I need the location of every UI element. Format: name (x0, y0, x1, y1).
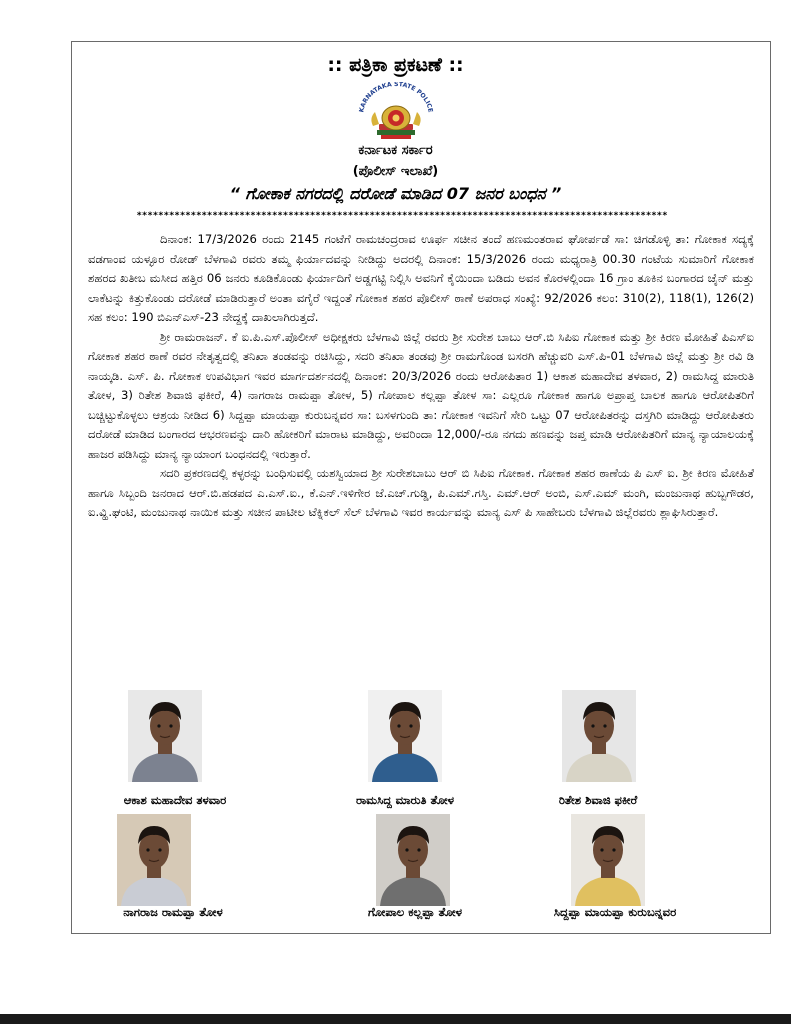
accused-name-4: ನಾಗರಾಜ ರಾಮಪ್ಪಾ ತೋಳ (123, 905, 223, 919)
department-name: (ಪೊಲೀಸ್ ಇಲಾಖೆ) (352, 164, 439, 179)
paragraph-complaint: ದಿನಾಂಕ: 17/3/2026 ರಂದು 2145 ಗಂಟೆಗೆ ರಾಮಚಂದ್ರರಾವ ಊರ್ಫ ಸಚೀನ ತಂದೆ ಹಣಮಂತರಾವ ಘೋರ್ಪಡೆ ಸಾ: ಚಿಗಡೊಳ್ಳಿ ತಾ: ಗೋಕಾಕ ಸದ್ಯಕ್ಕೆ ವಡಗಾಂವ ಯಳ್ಳೂರ ರೋಡ್ ಬೆಳಗಾವಿ ರವರು ತಮ್ಮ ಫಿರ್ಯಾದವನ್ನು ನೀಡಿದ್ದು ಅದರಲ್ಲಿ ದಿನಾಂಕ: 15/3/2026 ರಂದು ಮಧ್ಯರಾತ್ರಿ 00.30 ಗಂಟೆಯ ಸುಮಾರಿಗೆ ಗೋಕಾಕ ಶಹರದ ಖತೀಬ ಮಸೀದ ಹತ್ತಿರ 06 ಜನರು ಕೂಡಿಕೊಂಡು ಫಿರ್ಯಾದಿಗೆ ಅಡ್ಡಗಟ್ಟಿ ನಿಲ್ಲಿಸಿ ಅವನಿಗೆ ಕೈಯಿಂದಾ ಬಡಿದು ಅವನ ಕೊರಳಲ್ಲಿಂದಾ 16 ಗ್ರಾಂ ತೂಕಿನ ಬಂಗಾರದ ಚೈನ್ ಮತ್ತು ಲಾಕೆಟನ್ನು ಕಿತ್ತುಕೊಂಡು ದರೋಡೆ ಮಾಡಿರುತ್ತಾರೆ ಅಂತಾ ವಗೈರೆ ಇದ್ದಂತೆ ಗೋಕಾಕ ಶಹರ ಪೊಲೀಸ್ ಠಾಣೆ ಅಪರಾಧ ಸಂಖ್ಯೆ: 92/2026 ಕಲಂ: 310(2), 118(1), 126(2) ಸಹ ಕಲಂ: 190 ಬಿಎನ್‌ಎಸ್-23 ನೇದ್ದಕ್ಕೆ ದಾಖಲಾಗಿರುತ್ತದೆ. (88, 232, 754, 324)
press-headline: “ ಗೋಕಾಕ ನಗರದಲ್ಲಿ ದರೋಡೆ ಮಾಡಿದ 07 ಜನರ ಬಂಧನ ” (229, 184, 562, 203)
org-name: ಕರ್ನಾಟಕ ಸರ್ಕಾರ (358, 143, 433, 158)
left-eye (405, 848, 408, 851)
karnataka-police-emblem (355, 82, 437, 144)
star-separator: ************************************************************************************************** (136, 211, 668, 221)
accused-name-1: ಆಕಾಶ ಮಹಾದೇವ ತಳವಾರ (123, 793, 227, 807)
left-eye (146, 848, 149, 851)
accused-photo-2 (368, 690, 442, 782)
bottom-edge-bar (0, 1014, 791, 1024)
accused-photo-4 (117, 814, 191, 906)
right-eye (603, 724, 606, 727)
accused-photo-5 (376, 814, 450, 906)
accused-photo-6 (571, 814, 645, 906)
right-eye (169, 724, 172, 727)
press-release-body (88, 230, 754, 523)
paragraph-arrest: ಶ್ರೀ ರಾಮರಾಜನ್. ಕೆ ಐ.ಪಿ.ಎಸ್.ಪೊಲೀಸ್ ಅಧೀಕ್ಷಕರು ಬೆಳಗಾವಿ ಜಿಲ್ಲೆ ರವರು ಶ್ರೀ ಸುರೇಶ ಬಾಬು ಆರ್.ಬಿ ಸಿಪಿಐ ಗೋಕಾಕ ಮತ್ತು ಶ್ರೀ ಕಿರಣ ಮೋಹಿತೆ ಪಿಎಸ್‌ಐ ಗೋಕಾಕ ಶಹರ ಠಾಣೆ ರವರ ನೇತೃತ್ವದಲ್ಲಿ ತನಿಖಾ ತಂಡವನ್ನು ರಚಿಸಿದ್ದು, ಸದರಿ ತನಿಖಾ ತಂಡವು ಶ್ರೀ ರಾಮಗೊಂಡ ಬಸರಗಿ ಹೆಚ್ಚುವರಿ ಎಸ್.ಪಿ-01 ಬೆಳಗಾವಿ ಜಿಲ್ಲೆ ಮತ್ತು ಶ್ರೀ ರವಿ ಡಿ ನಾಯ್ಕಡಿ. ಎಸ್. ಪಿ. ಗೋಕಾಕ ಉಪವಿಭಾಗ ಇವರ ಮಾರ್ಗದರ್ಶನದಲ್ಲಿ ದಿನಾಂಕ: 20/3/2026 ರಂದು ಆರೋಪಿತಾರ 1) ಆಕಾಶ ಮಹಾದೇವ ತಳವಾರ, 2) ರಾಮಸಿದ್ದ ಮಾರುತಿ ತೋಳ, 3) ರಿತೇಶ ಶಿವಾಜಿ ಫಕೀರೆ, 4) ನಾಗರಾಜ ರಾಮಪ್ಪಾ ತೋಳ, 5) ಗೋಪಾಲ ಕಲ್ಲಪ್ಪಾ ತೋಳ ಸಾ: ಎಲ್ಲರೂ ಗೋಕಾಕ ಹಾಗೂ ಅಪ್ರಾಪ್ತ ಬಾಲಕ ಹಾಗೂ ಆರೋಪಿತರಿಗೆ ಬಚ್ಚಿಟ್ಟುಕೊಳ್ಳಲು ಆಶ್ರಯ ನೀಡಿದ 6) ಸಿದ್ದಪ್ಪಾ ಮಾಯಪ್ಪಾ ಕುರುಬನ್ನವರ ಸಾ: ಬಸಳಗುಂದಿ ತಾ: ಗೋಕಾಕ ಇವನಿಗೆ ಸೇರಿ ಒಟ್ಟು 07 ಆರೋಪಿತರನ್ನು ದಸ್ತಗಿರಿ ಮಾಡಿದ್ದು ಆರೋಪಿತರು ದರೋಡೆ ಮಾಡಿದ ಬಂಗಾರದ ಆಭರಣವನ್ನು ದಾರಿ ಹೋಕರಿಗೆ ಮಾರಾಟ ಮಾಡಿದ್ದು, ಅವರಿಂದಾ 12,000/-ರೂ ನಗದು ಹಣವನ್ನು ಜಪ್ತ ಮಾಡಿ ಆರೋಪಿತರಿಗೆ ಮಾನ್ಯ ನ್ಯಾಯಾಲಯಕ್ಕೆ ಹಾಜರ ಪಡಿಸಿದ್ದು ಮಾನ್ಯ ನ್ಯಾಯಾಂಗ ಬಂಧನದಲ್ಲಿ ಇರುತ್ತಾರೆ. (88, 329, 754, 461)
right-eye (612, 848, 615, 851)
right-eye (409, 724, 412, 727)
accused-name-3: ರಿತೇಶ ಶಿವಾಜಿ ಫಕೀರೆ (558, 793, 638, 807)
svg-text:KARNATAKA STATE POLICE: KARNATAKA STATE POLICE (358, 82, 434, 114)
left-eye (157, 724, 160, 727)
right-eye (417, 848, 420, 851)
accused-name-5: ಗೋಪಾಲ ಕಲ್ಲಪ್ಪಾ ತೋಳ (368, 905, 462, 919)
accused-photo-1 (128, 690, 202, 782)
accused-photo-3 (562, 690, 636, 782)
paragraph-appreciation: ಸದರಿ ಪ್ರಕರಣದಲ್ಲಿ ಕಳ್ಳರನ್ನು ಬಂಧಿಸುವಲ್ಲಿ ಯಶಸ್ವಿಯಾದ ಶ್ರೀ ಸುರೇಶಬಾಬು ಆರ್ ಬಿ ಸಿಪಿಐ ಗೋಕಾಕ. ಗೋಕಾಕ ಶಹರ ಠಾಣೆಯ ಪಿ ಎಸ್ ಐ. ಶ್ರೀ ಕಿರಣ ಮೋಹಿತೆ ಹಾಗೂ ಸಿಬ್ಬಂದಿ ಜನರಾದ ಆರ್.ಬಿ.ಹಡಪದ ಎ.ಎಸ್.ಐ., ಕೆ.ಎನ್.ಇಳಿಗೇರ ಜೆ.ಎಚ್.ಗುಡ್ಡಿ, ಪಿ.ಎಮ್.ಗಸ್ತಿ. ಎಮ್.ಆರ್ ಅಂಬಿ, ಎಸ್.ಎಮ್ ಮಂಗಿ, ಮಂಜುನಾಥ ಹುಬ್ಬಗೌಡರ, ಐ.ವ್ಹಿ.ಘಂಟಿ, ಮಂಜುನಾಥ ನಾಯಿಕ ಮತ್ತು ಸಚೀನ ಪಾಟೀಲ ಟೆಕ್ನಿಕಲ್ ಸೆಲ್ ಬೆಳಗಾವಿ ಇವರ ಕಾರ್ಯವನ್ನು ಮಾನ್ಯ ಎಸ್ ಪಿ ಸಾಹೇಬರು ಬೆಳಗಾವಿ ಜಿಲ್ಲೆರವರು ಶ್ಲಾಘಿಸಿರುತ್ತಾರೆ. (88, 466, 754, 519)
left-eye (397, 724, 400, 727)
accused-name-6: ಸಿದ್ದಪ್ಪಾ ಮಾಯಪ್ಪಾ ಕುರುಬನ್ನವರ (553, 905, 677, 919)
left-eye (600, 848, 603, 851)
page-title: :: ಪತ್ರಿಕಾ ಪ್ರಕಟಣೆ :: (327, 54, 464, 76)
left-eye (591, 724, 594, 727)
right-eye (158, 848, 161, 851)
accused-name-2: ರಾಮಸಿದ್ದ ಮಾರುತಿ ತೋಳ (356, 793, 454, 807)
